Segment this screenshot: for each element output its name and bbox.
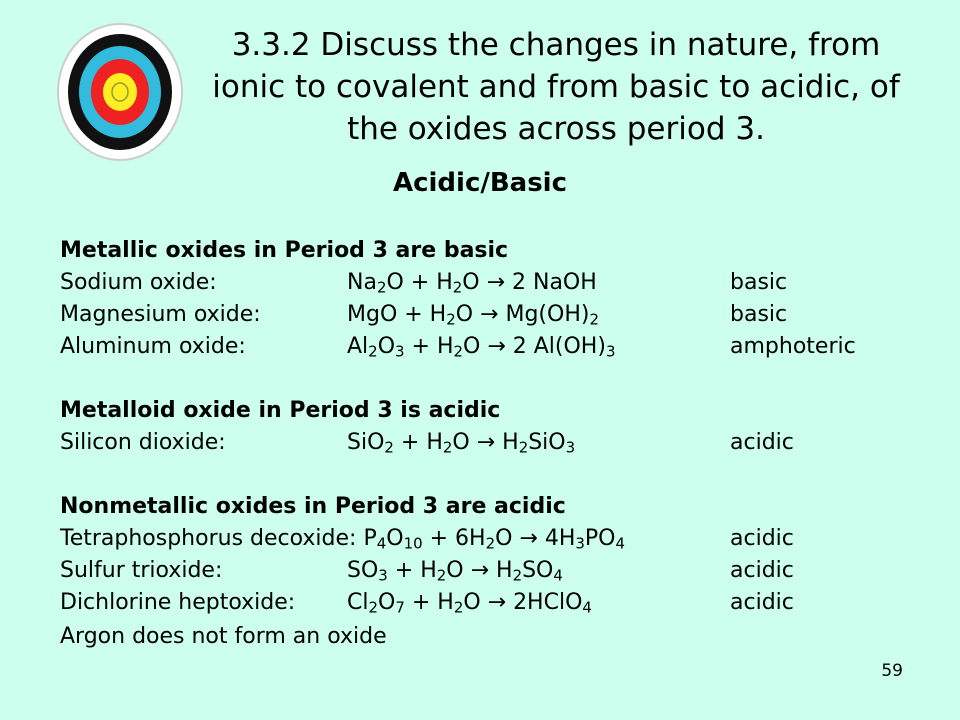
oxide-equation: $SO_3 + H_2O \to H_2SO_4$: [347, 558, 563, 585]
archery-target-icon: [55, 22, 185, 162]
oxide-nature: acidic: [730, 558, 794, 583]
argon-note: Argon does not form an oxide: [60, 624, 387, 649]
oxide-name: Aluminum oxide:: [60, 334, 246, 359]
oxide-nature: acidic: [730, 526, 794, 551]
oxide-name: Sodium oxide:: [60, 270, 217, 295]
oxide-nature: basic: [730, 302, 788, 327]
section-heading-metalloid: Metalloid oxide in Period 3 is acidic: [60, 398, 501, 423]
oxide-equation: $SiO_2 + H_2O \to H_2SiO_3$: [347, 430, 576, 457]
oxide-name-and-equation: [60, 526, 625, 551]
slide-title: 3.3.2 Discuss the changes in nature, from ionic to covalent and from basic to acidic, of the oxides across period 3.: [212, 27, 900, 147]
oxide-name: Magnesium oxide:: [60, 302, 261, 327]
section-heading-nonmetallic: Nonmetallic oxides in Period 3 are acidic: [60, 494, 566, 519]
oxide-name: Silicon dioxide:: [60, 430, 226, 455]
oxide-nature: basic: [730, 270, 788, 295]
section-heading-metallic: Metallic oxides in Period 3 are basic: [60, 238, 509, 263]
slide-subtitle: Acidic/Basic: [392, 168, 568, 198]
oxide-name: Tetraphosphorus decoxide:: [60, 526, 357, 551]
oxide-name: Dichlorine heptoxide:: [60, 590, 296, 615]
oxide-nature: acidic: [730, 430, 794, 455]
oxide-equation: $Na_2O + H_2O \to 2$ NaOH: [347, 270, 597, 297]
oxide-nature: acidic: [730, 590, 794, 615]
oxide-equation: $Al_2O_3 + H_2O \to 2$ $Al(OH)_3$: [347, 334, 616, 361]
oxide-name: Sulfur trioxide:: [60, 558, 223, 583]
oxide-equation: $Cl_2O_7 + H_2O$ → 2HClO$_4$: [347, 590, 592, 617]
page-number: 59: [881, 661, 903, 681]
oxide-equation: MgO + $H_2O \to Mg(OH)_2$: [347, 302, 599, 329]
oxide-equation: $P_4O_{10} + 6H_2O \to 4H_3PO_4$: [363, 526, 625, 553]
oxide-nature: amphoteric: [730, 334, 856, 359]
